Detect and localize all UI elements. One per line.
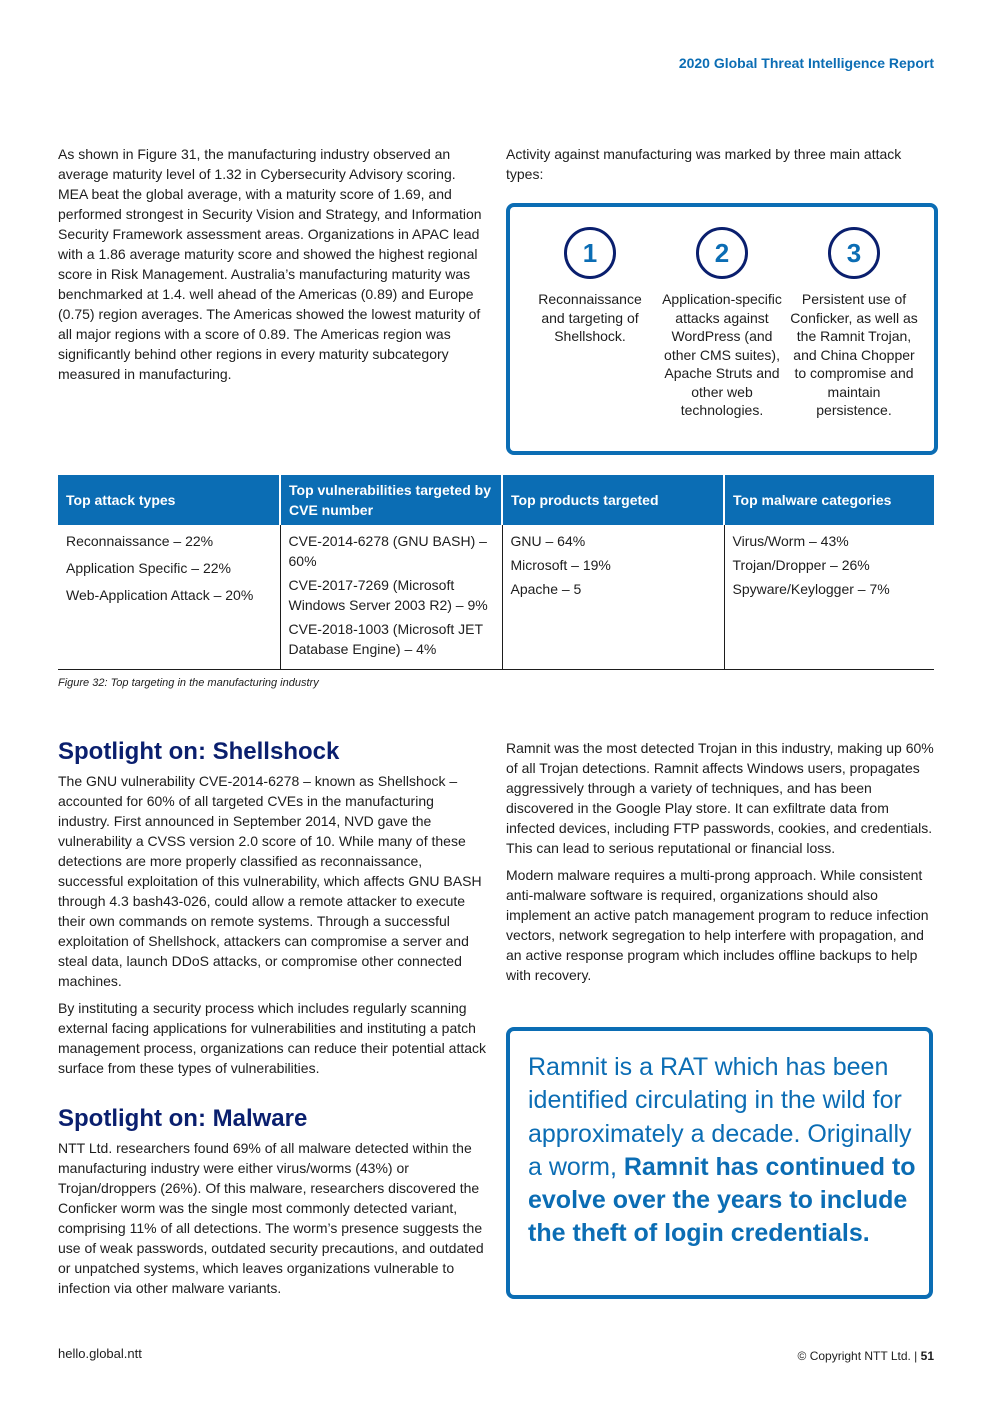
column-header: Top malware categories [724, 475, 934, 525]
footer-copyright [798, 1349, 934, 1363]
cell-item: Microsoft – 19% [510, 557, 611, 573]
cell-item: CVE-2018-1003 (Microsoft JET Database Engine) – 4% [288, 621, 483, 657]
ramnit-paragraph: Ramnit was the most detected Trojan in this industry, making up 60% of all Trojan detections. Ramnit affects Windows users, propagates aggressively through a variety of techniques, and has been discovered in the Google Play store. It can exfiltrate data from infected devices, including FTP passwords, cookies, and credentials. This can lead to serious reputational or financial loss. [506, 740, 934, 856]
intro-left-column [58, 144, 483, 391]
cell-item: CVE-2014-6278 (GNU BASH) – 60% [288, 533, 487, 569]
attack-type-text: Reconnaissance and targeting of Shellshock. [538, 291, 642, 344]
report-title: 2020 Global Threat Intelligence Report [678, 55, 934, 71]
attack-type-text: Application-specific attacks against WordPress (and other CMS suites), Apache Struts and other web technologies. [662, 291, 782, 418]
figure-caption: Figure 32: Top targeting in the manufacturing industry [58, 677, 319, 689]
column-header: Top products targeted [502, 475, 724, 525]
pull-quote-bold: Ramnit has continued to evolve over the years to include the theft of login credentials. [528, 1152, 916, 1248]
attack-intro-paragraph: Activity against manufacturing was marked by three main attack types: [506, 146, 902, 182]
malware-heading: Spotlight on: Malware [58, 1105, 308, 1132]
attack-type-text: Persistent use of Conficker, as well as the Ramnit Trojan, and China Chopper to compromise and maintain persistence. [790, 291, 918, 418]
pull-quote-normal: Ramnit is a RAT which has been identified circulating in the wild for approximately a decade. Originally a worm, [528, 1053, 912, 1181]
table-cell [280, 525, 502, 670]
footer-website: hello.global.ntt [58, 1346, 142, 1361]
table-cell [724, 525, 934, 670]
pull-quote-box [506, 1027, 933, 1299]
cell-item: Reconnaissance – 22% [66, 533, 214, 549]
ramnit-column [506, 738, 936, 992]
number-badge: 1 [564, 227, 616, 279]
shellshock-paragraph: The GNU vulnerability CVE-2014-6278 – known as Shellshock – accounted for 60% of all targeted CVEs in the manufacturing industry. First announced in September 2014, NVD gave the vulnerability a CVSS version 2.0 score of 10. While many of these detections are more properly classified as reconnaissance, successful exploitation of this vulnerability, which affects GNU BASH through 4.3 bash43-026, could allow a remote attacker to execute their own commands on remote systems. Through a successful exploitation of Shellshock, attackers can compromise a server and steal data, launch DDoS attacks, or compromise other connected machines. [58, 773, 482, 989]
cell-item: GNU – 64% [510, 533, 586, 549]
attack-type-item [526, 227, 654, 346]
table-row [58, 525, 934, 670]
cell-item: Trojan/Dropper – 26% [732, 557, 870, 573]
table-cell [502, 525, 724, 670]
intro-paragraph: As shown in Figure 31, the manufacturing industry observed an average maturity level of 1.32 in Cybersecurity Advisory scoring. MEA beat the global average, with a maturity score of 1.69, and performed strongest in Security Vision and Strategy, and Information Security Framework assessment areas. Organizations in APAC lead with a 1.86 average maturity score and showed the highest regional score in Risk Management. Australia’s manufacturing maturity was benchmarked at 1.4. well ahead of the Americas (0.89) and Europe (0.75) region averages. The Americas showed the lowest maturity of all major regions with a score of 0.89. The Americas region was significantly behind other regions in every maturity subcategory measured in manufacturing. [58, 146, 482, 382]
cell-item: Virus/Worm – 43% [732, 533, 849, 549]
table-header-row [58, 475, 934, 525]
attack-type-item [790, 227, 918, 420]
column-header: Top vulnerabilities targeted by CVE number [280, 475, 502, 525]
table-cell [58, 525, 280, 670]
recommendation-paragraph: Modern malware requires a multi-prong approach. While consistent anti-malware software is required, organizations should also implement an active patch management program to reduce infection vectors, network segregation to help interfere with propagation, and an active response program which includes offline backups to help with recovery. [506, 867, 929, 983]
number-badge: 3 [828, 227, 880, 279]
cell-item: Web-Application Attack – 20% [66, 587, 254, 603]
shellshock-paragraph: By instituting a security process which includes regularly scanning external facing applications for vulnerabilities and instituting a patch management process, organizations can reduce their potential attack surface from these types of vulnerabilities. [58, 1000, 487, 1076]
intro-right-column [506, 144, 936, 191]
cell-item: Application Specific – 22% [66, 560, 231, 576]
attack-types-box [506, 203, 938, 455]
column-header: Top attack types [58, 475, 280, 525]
page-number: 51 [920, 1349, 934, 1363]
cell-item: CVE-2017-7269 (Microsoft Windows Server 2003 R2) – 9% [288, 577, 488, 613]
shellshock-heading: Spotlight on: Shellshock [58, 738, 340, 765]
top-targeting-table [58, 475, 934, 670]
copyright-text: © Copyright NTT Ltd. | [797, 1349, 918, 1363]
cell-item: Spyware/Keylogger – 7% [732, 581, 890, 597]
pull-quote [528, 1051, 918, 1251]
cell-item: Apache – 5 [510, 581, 582, 597]
malware-paragraph: NTT Ltd. researchers found 69% of all malware detected within the manufacturing industry were either virus/worms (43%) or Trojan/droppers (26%). Of this malware, researchers discovered the Conficker worm was the single most commonly detected variant, comprising 11% of all detections. The worm’s presence suggests the use of weak passwords, outdated security precautions, and outdated or unpatched systems, which leaves organizations vulnerable to infection via other malware variants. [58, 1140, 484, 1296]
attack-type-item [658, 227, 786, 420]
number-badge: 2 [696, 227, 748, 279]
spotlight-column [58, 737, 488, 1305]
